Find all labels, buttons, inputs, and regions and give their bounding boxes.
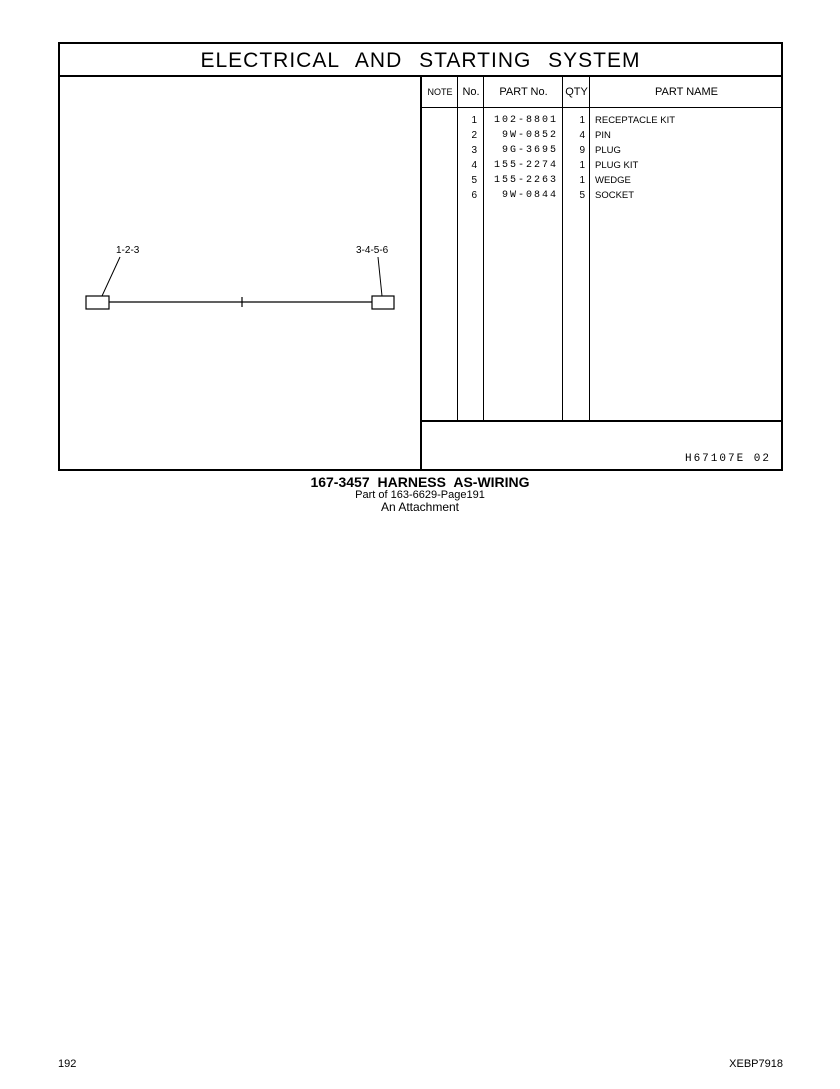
header-part-no: PART No. — [499, 86, 548, 98]
harness-drawing — [60, 77, 420, 471]
row-part-number: 155-2263 — [493, 175, 558, 186]
page-title: ELECTRICAL AND STARTING SYSTEM — [60, 44, 781, 77]
row-part-name: RECEPTACLE KIT — [595, 115, 676, 126]
row-part-name: PLUG — [595, 145, 621, 156]
caption-title: 167-3457 HARNESS AS-WIRING — [310, 474, 530, 490]
row-part-number: 102-8801 — [493, 115, 558, 126]
row-part-name: PIN — [595, 130, 611, 141]
row-qty: 1 — [579, 160, 585, 171]
row-number: 3 — [471, 145, 477, 156]
header-note: NOTE — [427, 87, 453, 97]
right-connector — [372, 296, 394, 309]
left-connector — [86, 296, 109, 309]
row-number: 6 — [471, 190, 477, 201]
row-qty: 4 — [579, 130, 585, 141]
page-number: 192 — [58, 1058, 77, 1070]
document-number: XEBP7918 — [729, 1058, 783, 1070]
row-qty: 9 — [579, 145, 585, 156]
row-part-number: 9W-0852 — [501, 130, 558, 141]
table-bottom-divider — [422, 420, 781, 422]
parts-table — [422, 77, 781, 422]
row-number: 4 — [471, 160, 477, 171]
reference-code: H67107E 02 — [684, 453, 771, 465]
col-note — [422, 77, 458, 422]
row-number: 5 — [471, 175, 477, 186]
caption-subtitle: Part of 163-6629-Page191 — [355, 489, 485, 501]
header-qty: QTY — [565, 86, 588, 98]
row-number: 2 — [471, 130, 477, 141]
header-no: No. — [462, 86, 480, 98]
callout-right: 3-4-5-6 — [356, 245, 389, 256]
caption-attachment: An Attachment — [380, 500, 460, 514]
row-part-number: 155-2274 — [493, 160, 558, 171]
row-qty: 1 — [579, 115, 585, 126]
header-divider — [422, 107, 781, 108]
row-part-name: WEDGE — [595, 175, 631, 186]
parts-frame — [58, 42, 783, 471]
row-part-number: 9G-3695 — [501, 145, 558, 156]
header-part-name: PART NAME — [655, 86, 718, 98]
row-part-name: SOCKET — [595, 190, 635, 201]
left-leader-line — [102, 257, 120, 296]
row-qty: 5 — [579, 190, 585, 201]
callout-left: 1-2-3 — [116, 245, 140, 256]
row-qty: 1 — [579, 175, 585, 186]
row-part-name: PLUG KIT — [595, 160, 639, 171]
right-leader-line — [378, 257, 382, 296]
row-part-number: 9W-0844 — [501, 190, 558, 201]
harness-diagram — [60, 77, 422, 471]
row-number: 1 — [471, 115, 477, 126]
